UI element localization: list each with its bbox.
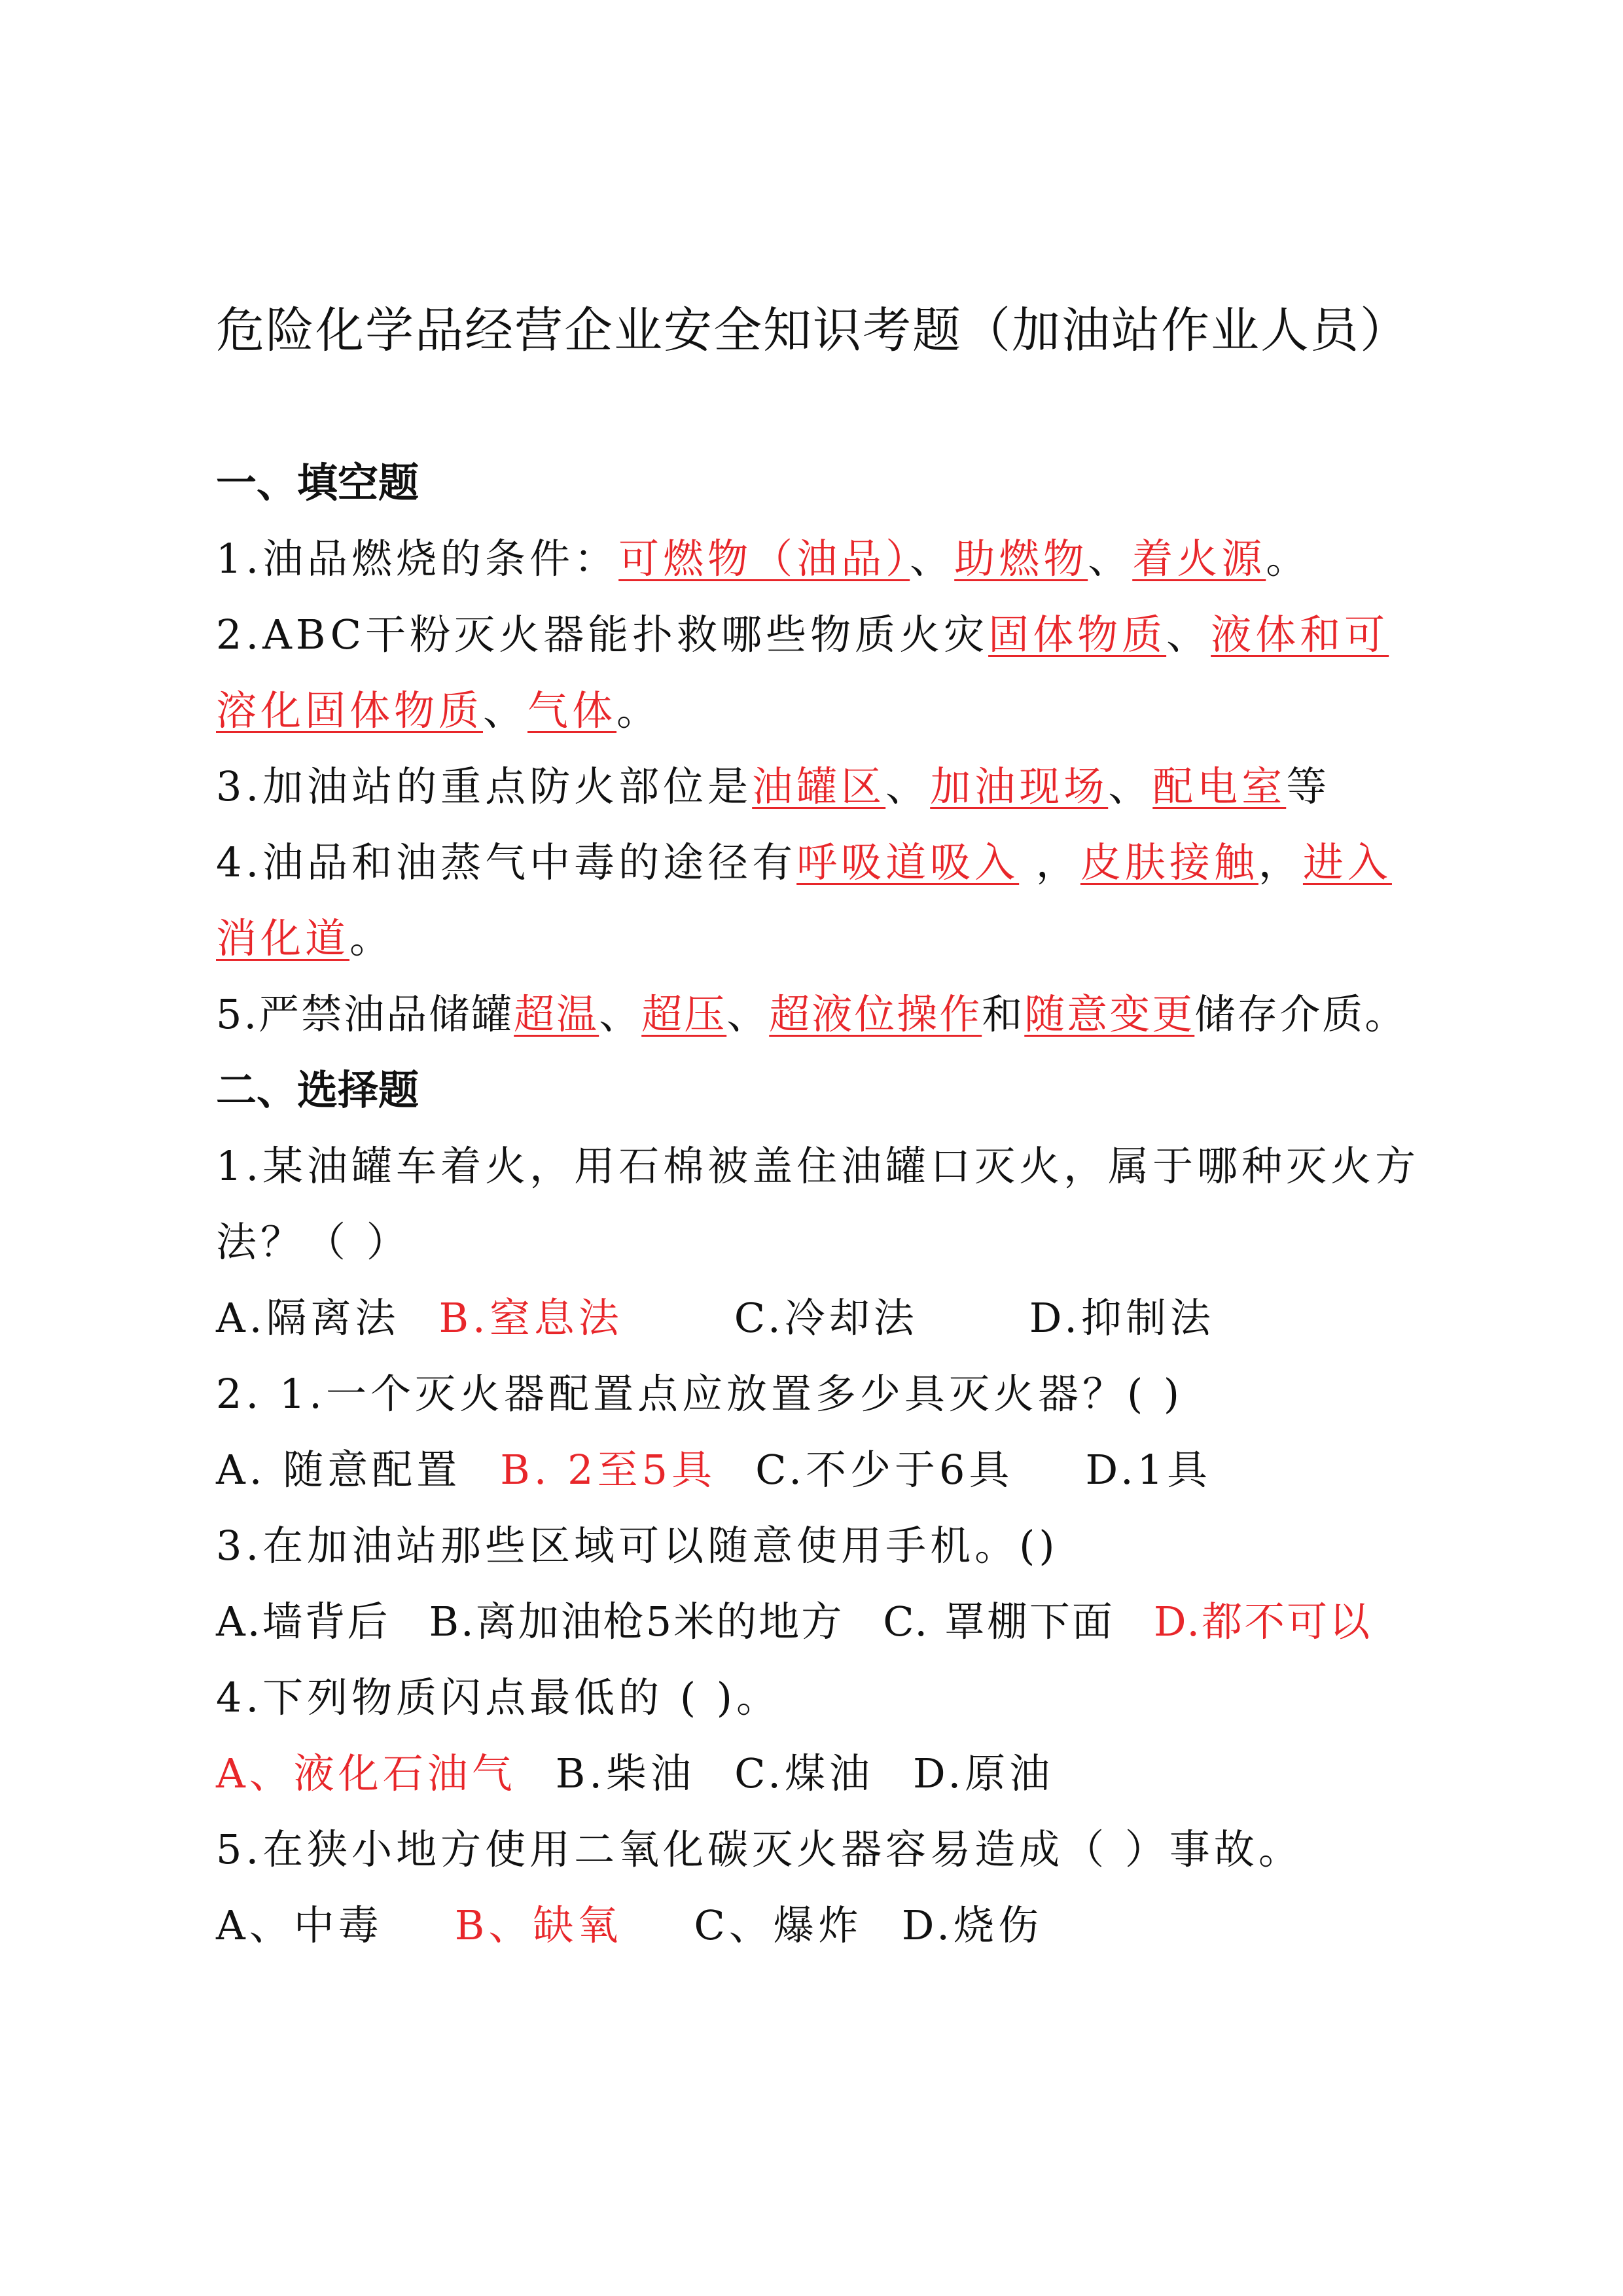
question-suffix: 。 (1266, 535, 1311, 583)
option-d: D.烧伤 (901, 1901, 1043, 1949)
fill-question-5 (216, 977, 1427, 1052)
answer-blank: 超压 (641, 990, 727, 1038)
separator: ， (1019, 838, 1080, 886)
choice-question-4-options (216, 1736, 1427, 1812)
question-suffix: 。 (349, 914, 395, 962)
option-b: B.离加油枪5米的地方 (429, 1598, 844, 1645)
question-text: 1.油品燃烧的条件： (216, 535, 619, 583)
option-b: B.柴油 (555, 1749, 696, 1797)
choice-question-5-stem: 5.在狭小地方使用二氧化碳灭火器容易造成（ ）事故。 (216, 1825, 1303, 1873)
choice-question-1-stem: 1.某油罐车着火，用石棉被盖住油罐口灭火，属于哪种灭火方法？（ ） (216, 1142, 1420, 1266)
answer-blank: 油罐区 (752, 762, 886, 810)
question-suffix: 储存介质。 (1194, 990, 1408, 1038)
option-b-correct: B. 2至5具 (500, 1446, 717, 1494)
fill-question-4 (216, 825, 1427, 977)
option-d-correct: D.都不可以 (1153, 1598, 1372, 1645)
question-text: 5.严禁油品储罐 (216, 990, 514, 1038)
separator: 、 (1088, 535, 1133, 583)
answer-blank: 进入消化道 (216, 838, 1392, 962)
separator: 、 (885, 762, 931, 810)
choice-question-3-options (216, 1584, 1427, 1660)
option-c: C.冷却法 (734, 1294, 918, 1342)
option-a-correct: A、液化石油气 (216, 1749, 516, 1797)
separator: 、 (726, 990, 770, 1038)
choice-question-5-options (216, 1888, 1427, 1964)
option-a: A、中毒 (216, 1901, 383, 1949)
option-d: D.原油 (913, 1749, 1054, 1797)
section-heading-multiple-choice: 二、选择题 (216, 1066, 419, 1114)
separator: 、 (1166, 611, 1211, 658)
question-suffix: 等 (1286, 762, 1331, 810)
choice-question-2-options (216, 1432, 1427, 1508)
answer-blank: 加油现场 (930, 762, 1109, 810)
separator: 、 (599, 990, 642, 1038)
answer-blank: 可燃物（油品） (618, 535, 910, 583)
option-a: A.墙背后 (216, 1598, 390, 1645)
answer-blank: 皮肤接触 (1080, 838, 1258, 886)
section-heading-fill-blank: 一、填空题 (216, 459, 419, 507)
option-c: C.不少于6具 (755, 1446, 1014, 1494)
option-a: A.隔离法 (216, 1294, 400, 1342)
option-d: D.抑制法 (1029, 1294, 1215, 1342)
answer-blank: 助燃物 (954, 535, 1088, 583)
answer-blank: 随意变更 (1024, 990, 1195, 1038)
answer-blank: 液体和可溶化固体物质 (216, 611, 1389, 734)
separator: 、 (910, 535, 955, 583)
choice-question-4-stem: 4.下列物质闪点最低的 ( )。 (216, 1674, 781, 1721)
document-title: 危险化学品经营企业安全知识考题（加油站作业人员） (216, 302, 1410, 359)
answer-blank: 着火源 (1132, 535, 1266, 583)
question-text: 3.加油站的重点防火部位是 (216, 762, 753, 810)
option-c: C. 罩棚下面 (883, 1598, 1115, 1645)
option-b-correct: B.窒息法 (438, 1294, 623, 1342)
answer-blank: 呼吸道吸入 (796, 838, 1020, 886)
document-body (216, 445, 1427, 1964)
option-b-correct: B、缺氧 (454, 1901, 622, 1949)
fill-question-3 (216, 749, 1427, 825)
option-d: D.1具 (1085, 1446, 1212, 1494)
fill-question-1 (216, 521, 1427, 597)
answer-blank: 超液位操作 (769, 990, 982, 1038)
question-text: 2.ABC干粉灭火器能扑救哪些物质火灾 (216, 611, 989, 658)
option-c: C.煤油 (734, 1749, 874, 1797)
conjunction: 和 (982, 990, 1025, 1038)
question-suffix: 。 (616, 687, 662, 734)
choice-question-1-options (216, 1280, 1427, 1356)
answer-blank: 固体物质 (988, 611, 1167, 658)
separator: 、 (483, 687, 528, 734)
separator: ， (1258, 838, 1303, 886)
separator: 、 (1108, 762, 1153, 810)
question-text: 4.油品和油蒸气中毒的途径有 (216, 838, 797, 886)
answer-blank: 超温 (514, 990, 599, 1038)
answer-blank: 配电室 (1152, 762, 1287, 810)
answer-blank: 气体 (527, 687, 617, 734)
fill-question-2 (216, 597, 1427, 749)
option-c: C、爆炸 (694, 1901, 863, 1949)
option-a: A. 随意配置 (216, 1446, 461, 1494)
choice-question-3-stem: 3.在加油站那些区域可以随意使用手机。() (216, 1522, 1059, 1570)
choice-question-2-stem: 2. 1.一个灭火器配置点应放置多少具灭火器？( ) (216, 1370, 1184, 1418)
